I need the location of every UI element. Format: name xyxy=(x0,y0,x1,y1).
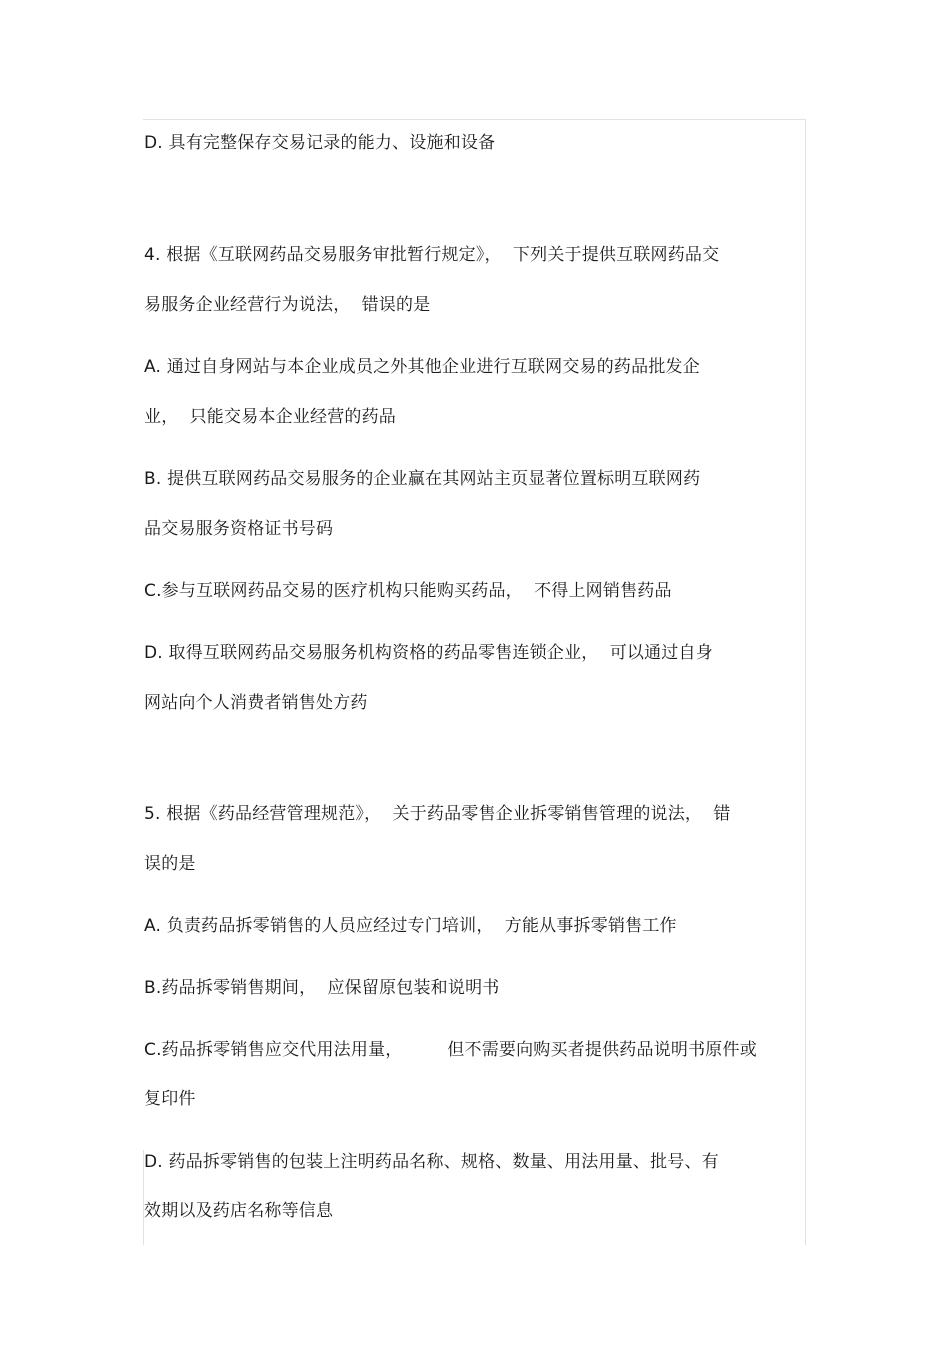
q4-option-a-line-1: A. 通过自身网站与本企业成员之外其他企业进行互联网交易的药品批发企 xyxy=(144,357,700,377)
q5-stem-line-2: 误的是 xyxy=(144,854,196,874)
q5-option-d-line-1: D. 药品拆零销售的包装上注明药品名称、规格、数量、用法用量、批号、有 xyxy=(144,1152,719,1172)
q5-option-c-line-2: 复印件 xyxy=(144,1089,196,1109)
q4-option-d-line-1: D. 取得互联网药品交易服务机构资格的药品零售连锁企业， 可以通过自身 xyxy=(144,643,713,663)
q4-option-b-line-2: 品交易服务资格证书号码 xyxy=(144,519,334,539)
q4-option-c: C.参与互联网药品交易的医疗机构只能购买药品， 不得上网销售药品 xyxy=(144,581,672,601)
q4-stem-line-1: 4. 根据《互联网药品交易服务审批暂行规定》， 下列关于提供互联网药品交 xyxy=(144,245,720,265)
q5-option-a: A. 负责药品拆零销售的人员应经过专门培训， 方能从事拆零销售工作 xyxy=(144,916,677,936)
q5-option-d-line-2: 效期以及药店名称等信息 xyxy=(144,1201,334,1221)
q5-stem-line-1: 5. 根据《药品经营管理规范》， 关于药品零售企业拆零销售管理的说法， 错 xyxy=(144,804,731,824)
page-frame xyxy=(143,119,806,1245)
q3-option-d: D. 具有完整保存交易记录的能力、设施和设备 xyxy=(144,133,496,153)
q5-option-b: B.药品拆零销售期间， 应保留原包装和说明书 xyxy=(144,978,500,998)
q5-option-c-line-1: C.药品拆零销售应交代用法用量， 但不需要向购买者提供药品说明书原件或 xyxy=(144,1040,757,1060)
q4-option-d-line-2: 网站向个人消费者销售处方药 xyxy=(144,693,368,713)
q4-option-a-line-2: 业， 只能交易本企业经营的药品 xyxy=(144,407,397,427)
q4-option-b-line-1: B. 提供互联网药品交易服务的企业赢在其网站主页显著位置标明互联网药 xyxy=(144,469,701,489)
q4-stem-line-2: 易服务企业经营行为说法， 错误的是 xyxy=(144,295,431,315)
